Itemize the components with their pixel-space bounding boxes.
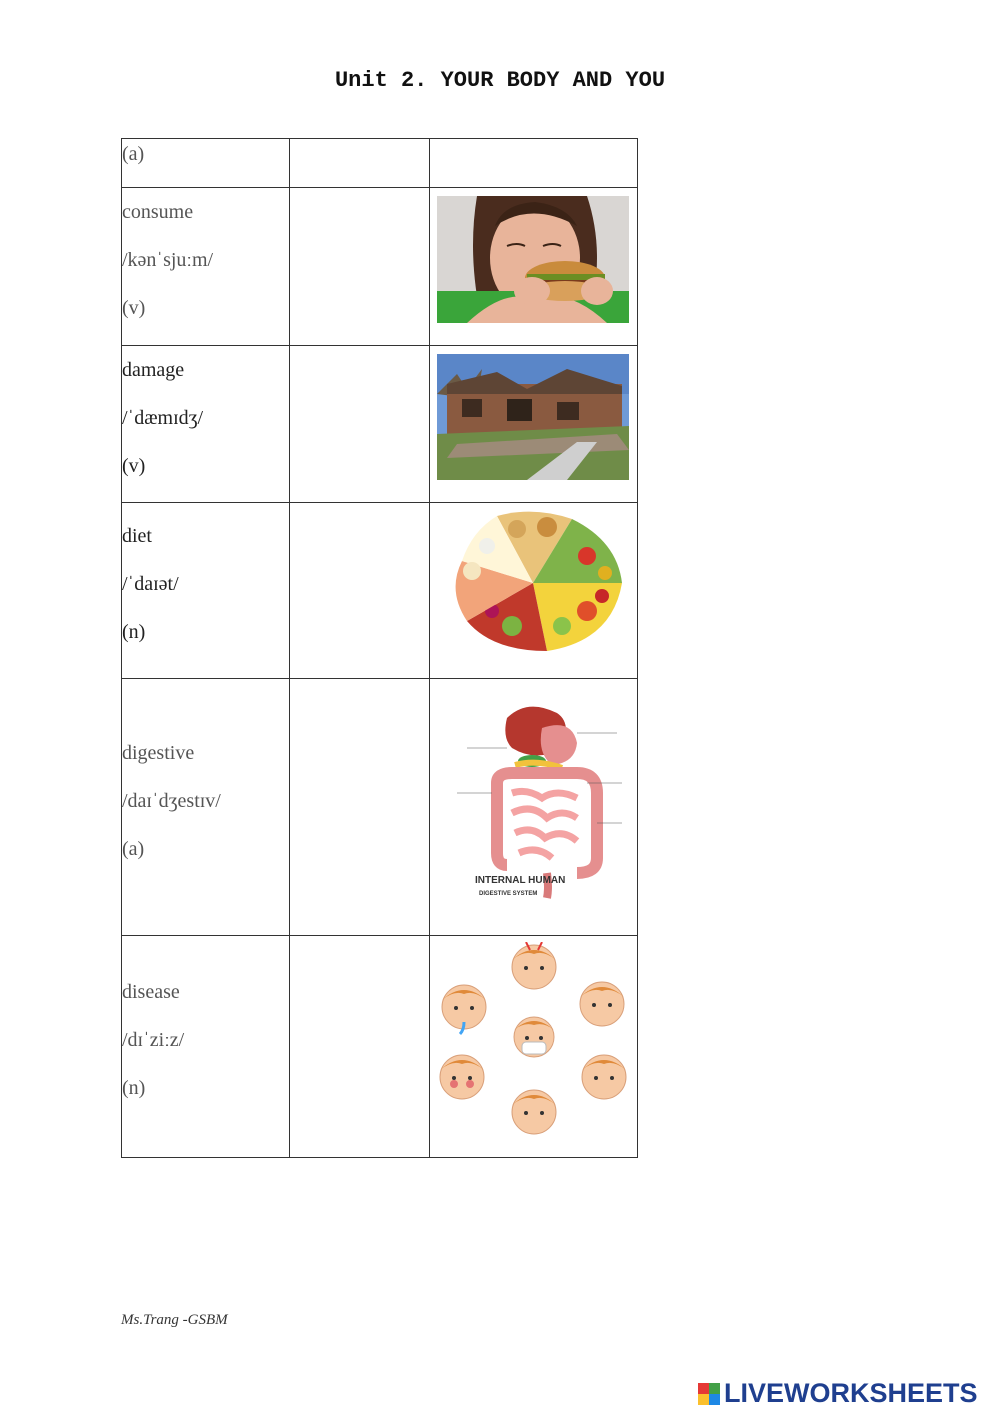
word-cell — [122, 139, 290, 188]
page-title: Unit 2. YOUR BODY AND YOU — [334, 68, 666, 93]
diagram-caption-line-2: DIGESTIVE SYSTEM — [479, 891, 538, 897]
vocabulary-table — [121, 138, 638, 1158]
table-row — [122, 188, 638, 346]
word-cell — [122, 679, 290, 936]
part-of-speech: (v) — [122, 297, 146, 319]
part-of-speech: (a) — [122, 143, 145, 165]
damaged-house-image — [437, 354, 629, 480]
pronunciation: /kənˈsjuːm/ — [122, 249, 214, 271]
pronunciation: /ˈdaɪət/ — [122, 573, 179, 595]
part-of-speech: (n) — [122, 1077, 146, 1099]
pronunciation: /dɪˈziːz/ — [122, 1029, 185, 1051]
word: diet — [122, 525, 152, 547]
table-row — [122, 936, 638, 1158]
image-cell — [430, 679, 638, 936]
part-of-speech: (a) — [122, 838, 145, 860]
image-cell — [430, 139, 638, 188]
table-row — [122, 346, 638, 503]
image-cell — [430, 346, 638, 503]
image-cell — [430, 188, 638, 346]
table-row — [122, 503, 638, 679]
liveworksheets-brand[interactable] — [698, 1378, 978, 1409]
brand-name: LIVEWORKSHEETS — [724, 1378, 978, 1408]
table-row — [122, 139, 638, 188]
answer-cell[interactable] — [290, 679, 430, 936]
answer-cell[interactable] — [290, 188, 430, 346]
author-footer: Ms.Trang -GSBM — [121, 1312, 228, 1328]
word-cell — [122, 936, 290, 1158]
word: digestive — [122, 742, 195, 764]
answer-cell[interactable] — [290, 346, 430, 503]
image-cell — [430, 503, 638, 679]
answer-cell[interactable] — [290, 936, 430, 1158]
word-cell — [122, 188, 290, 346]
pronunciation: /ˈdæmɪdʒ/ — [122, 407, 204, 429]
word: consume — [122, 201, 194, 223]
word-cell — [122, 346, 290, 503]
part-of-speech: (n) — [122, 621, 146, 643]
answer-cell[interactable] — [290, 139, 430, 188]
diagram-caption-line-1: INTERNAL HUMAN — [475, 875, 566, 886]
sick-faces-image — [434, 942, 634, 1147]
liveworksheets-logo-icon — [698, 1383, 720, 1405]
table-row — [122, 679, 638, 936]
part-of-speech: (v) — [122, 455, 146, 477]
pronunciation: /daɪˈdʒestɪv/ — [122, 790, 221, 812]
word: damage — [122, 359, 185, 381]
woman-eating-burger-image — [437, 196, 629, 323]
answer-cell[interactable] — [290, 503, 430, 679]
image-cell — [430, 936, 638, 1158]
digestive-system-diagram — [437, 693, 629, 918]
food-plate-image — [437, 511, 629, 655]
word-cell — [122, 503, 290, 679]
word: disease — [122, 981, 180, 1003]
